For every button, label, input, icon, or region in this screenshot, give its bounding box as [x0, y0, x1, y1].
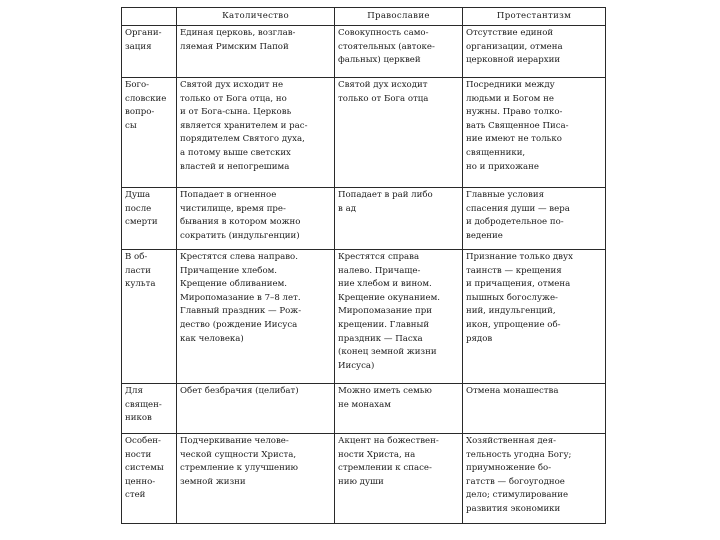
cell-orthodox: Попадает в рай либо в ад: [335, 188, 463, 250]
row-topic-cult: В об- ласти культа: [122, 250, 177, 384]
table-row: [122, 434, 606, 524]
table-row: [122, 250, 606, 384]
cell-catholic: Святой дух исходит не только от Бога отца, но и от Бога-сына. Церковь является хранителем и рас- порядителем Святого духа, а потому выше светских властей и непогрешима: [177, 78, 335, 188]
cell-catholic: Обет безбрачия (целибат): [177, 384, 335, 434]
cell-protestant: Хозяйственная дея- тельность угодна Богу; приумножение бо- гатств — богоугодное дело; стимулирование развития экономики: [463, 434, 606, 524]
header-catholicism: Католичество: [177, 8, 335, 26]
table-row: [122, 188, 606, 250]
cell-orthodox: Святой дух исходит только от Бога отца: [335, 78, 463, 188]
cell-orthodox: Можно иметь семью не монахам: [335, 384, 463, 434]
row-topic-organization: Органи- зация: [122, 26, 177, 78]
table-row: [122, 78, 606, 188]
cell-protestant: Посредники между людьми и Богом не нужны. Право толко- вать Священное Писа- ние имеют не только священники, но и прихожане: [463, 78, 606, 188]
table-row: [122, 384, 606, 434]
cell-protestant: Отмена монашества: [463, 384, 606, 434]
cell-protestant: Главные условия спасения души — вера и добродетельное по- ведение: [463, 188, 606, 250]
cell-catholic: Попадает в огненное чистилище, время пре- бывания в котором можно сократить (индульгенции): [177, 188, 335, 250]
table-row: [122, 26, 606, 78]
row-topic-theology: Бого- словские вопро- сы: [122, 78, 177, 188]
cell-orthodox: Совокупность само- стоятельных (автоке- фальных) церквей: [335, 26, 463, 78]
cell-orthodox: Акцент на божествен- ности Христа, на стремлении к спасе- нию души: [335, 434, 463, 524]
row-topic-afterlife: Душа после смерти: [122, 188, 177, 250]
header-empty: [122, 8, 177, 26]
header-orthodoxy: Православие: [335, 8, 463, 26]
cell-catholic: Подчеркивание челове- ческой сущности Христа, стремление к улучшению земной жизни: [177, 434, 335, 524]
cell-protestant: Отсутствие единой организации, отмена церковной иерархии: [463, 26, 606, 78]
cell-catholic: Крестятся слева направо. Причащение хлебом. Крещение обливанием. Миропомазание в 7–8 лет. Главный праздник — Рож- дество (рождение Иисуса как человека): [177, 250, 335, 384]
header-protestantism: Протестантизм: [463, 8, 606, 26]
row-topic-values: Особен- ности системы ценно- стей: [122, 434, 177, 524]
row-topic-clergy: Для священ- ников: [122, 384, 177, 434]
cell-protestant: Признание только двух таинств — крещения и причащения, отмена пышных богослуже- ний, индульгенций, икон, упрощение об- рядов: [463, 250, 606, 384]
religion-comparison-table: [121, 7, 606, 524]
cell-orthodox: Крестятся справа налево. Причаще- ние хлебом и вином. Крещение окунанием. Миропомазание при крещении. Главный праздник — Пасха (конец земной жизни Иисуса): [335, 250, 463, 384]
cell-catholic: Единая церковь, возглав- ляемая Римским Папой: [177, 26, 335, 78]
header-row: [122, 8, 606, 26]
